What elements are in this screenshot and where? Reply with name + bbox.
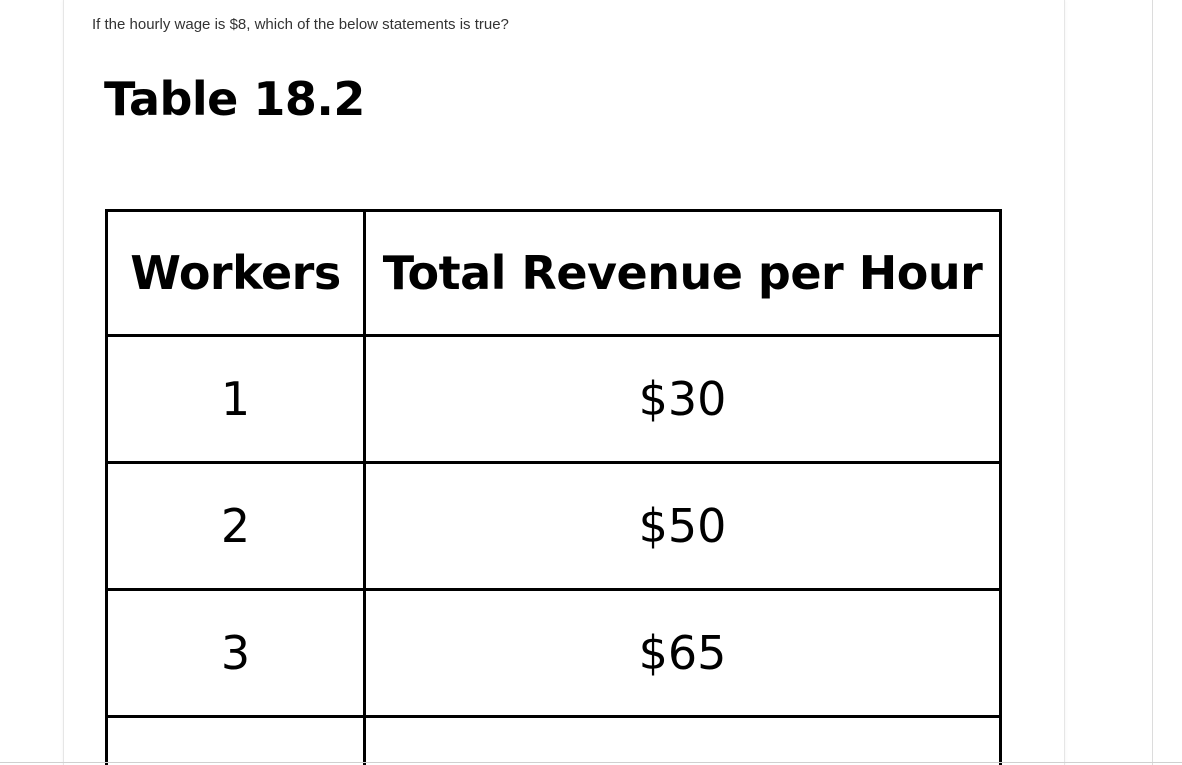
bottom-divider	[0, 762, 1182, 763]
scroll-track-divider	[1152, 0, 1153, 765]
workers-cell: 3	[107, 590, 365, 717]
revenue-cell: $65	[365, 590, 1001, 717]
table-figure-image	[102, 70, 1007, 765]
table-row	[107, 590, 1001, 717]
table-row	[107, 717, 1001, 765]
workers-cell: 2	[107, 463, 365, 590]
table-row	[107, 336, 1001, 463]
table-header-row	[107, 211, 1001, 336]
workers-cell	[107, 717, 365, 765]
table-title: Table 18.2	[104, 72, 365, 126]
revenue-cell	[365, 717, 1001, 765]
revenue-cell: $50	[365, 463, 1001, 590]
revenue-cell: $30	[365, 336, 1001, 463]
question-text: If the hourly wage is $8, which of the below statements is true?	[92, 16, 509, 33]
workers-revenue-table	[105, 209, 1002, 765]
table-row	[107, 463, 1001, 590]
workers-cell: 1	[107, 336, 365, 463]
header-workers: Workers	[107, 211, 365, 336]
header-total-revenue: Total Revenue per Hour	[365, 211, 1001, 336]
